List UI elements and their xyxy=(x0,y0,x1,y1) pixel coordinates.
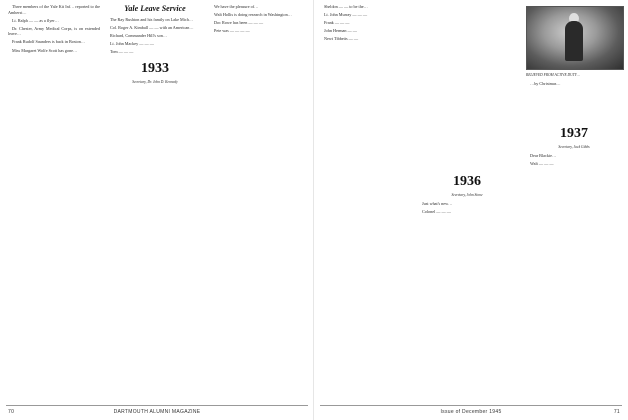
left-footer xyxy=(0,407,314,417)
page-number: 71 xyxy=(613,409,620,415)
class-year-heading: 1936 xyxy=(453,174,481,189)
left-column-2 xyxy=(106,4,204,88)
paragraph: Dear Blackie… xyxy=(530,152,557,158)
paragraph: Tom ― ― ― xyxy=(110,49,134,55)
class-secretary: Secretary, Dr. John D. Kennedy xyxy=(132,79,178,84)
right-page xyxy=(314,0,628,420)
paragraph: …by Christmas… xyxy=(530,80,561,86)
magazine-name: DARTMOUTH ALUMNI MAGAZINE xyxy=(113,409,201,415)
right-footer xyxy=(314,407,628,417)
paragraph: Lt. John Mackey ― ― ― xyxy=(110,41,154,47)
paragraph: Sheldon ― ― to be the… xyxy=(324,4,368,9)
class-secretary: Secretary, Jack Gibbs xyxy=(558,145,590,150)
right-column-3 xyxy=(526,4,622,169)
feature-title: Yale Leave Service xyxy=(124,4,186,13)
paragraph: Just what's new… xyxy=(422,200,453,206)
paragraph: Doc Rowe has been ― ― ― xyxy=(214,20,264,26)
paragraph: Colonel ― ― ― xyxy=(422,208,451,214)
footer-rule xyxy=(320,405,622,406)
paragraph: The Ray Rushton and his family on Lake Mich… xyxy=(110,17,194,22)
photo-subject-body xyxy=(565,21,583,61)
right-column-2 xyxy=(418,4,516,217)
paragraph: Col. Roger A. Kimball ― ― with an American… xyxy=(110,25,194,31)
photo-caption: RELIEVED FROM ACTIVE DUTY… xyxy=(526,73,580,77)
paragraph: Dr. Chester, Army Medical Corps, is on extended leave… xyxy=(8,25,100,37)
portrait-photo xyxy=(526,6,624,70)
class-year-heading: 1937 xyxy=(560,126,588,142)
left-column-1 xyxy=(8,4,100,56)
paragraph: Walt Hollis is doing research in Washington… xyxy=(214,12,292,18)
page-number: 70 xyxy=(8,409,15,415)
paragraph: Frank Rudolf Saunders is back in Boston… xyxy=(12,39,86,45)
issue-date: Issue of December 1945 xyxy=(440,409,502,415)
paragraph: Pete was ― ― ― ― xyxy=(214,28,250,34)
class-secretary: Secretary, John Stone xyxy=(451,193,483,197)
paragraph: Richard, Commander Hill's son… xyxy=(110,33,168,39)
paragraph: Miss Margaret Wolfe Scott has gone… xyxy=(12,47,78,53)
paragraph: Walt ― ― ― xyxy=(530,161,554,167)
footer-rule xyxy=(6,405,308,406)
paragraph: John Herman ― ― xyxy=(324,28,357,34)
paragraph: Newt Tibbetts ― ― xyxy=(324,36,359,42)
right-column-1 xyxy=(320,4,412,44)
paragraph: We have the pleasure of… xyxy=(214,4,259,9)
paragraph: Lt. John Murray ― ― ― xyxy=(324,12,368,18)
paragraph: Lt. Ralph ― ― as a flyer… xyxy=(12,17,59,23)
class-year-heading: 1933 xyxy=(141,60,169,76)
paragraph: Frank ― ― ― xyxy=(324,20,350,26)
paragraph: Three members of the Yale Kit Inf… reported to the Amherst… xyxy=(8,4,100,15)
left-column-3 xyxy=(210,4,308,36)
